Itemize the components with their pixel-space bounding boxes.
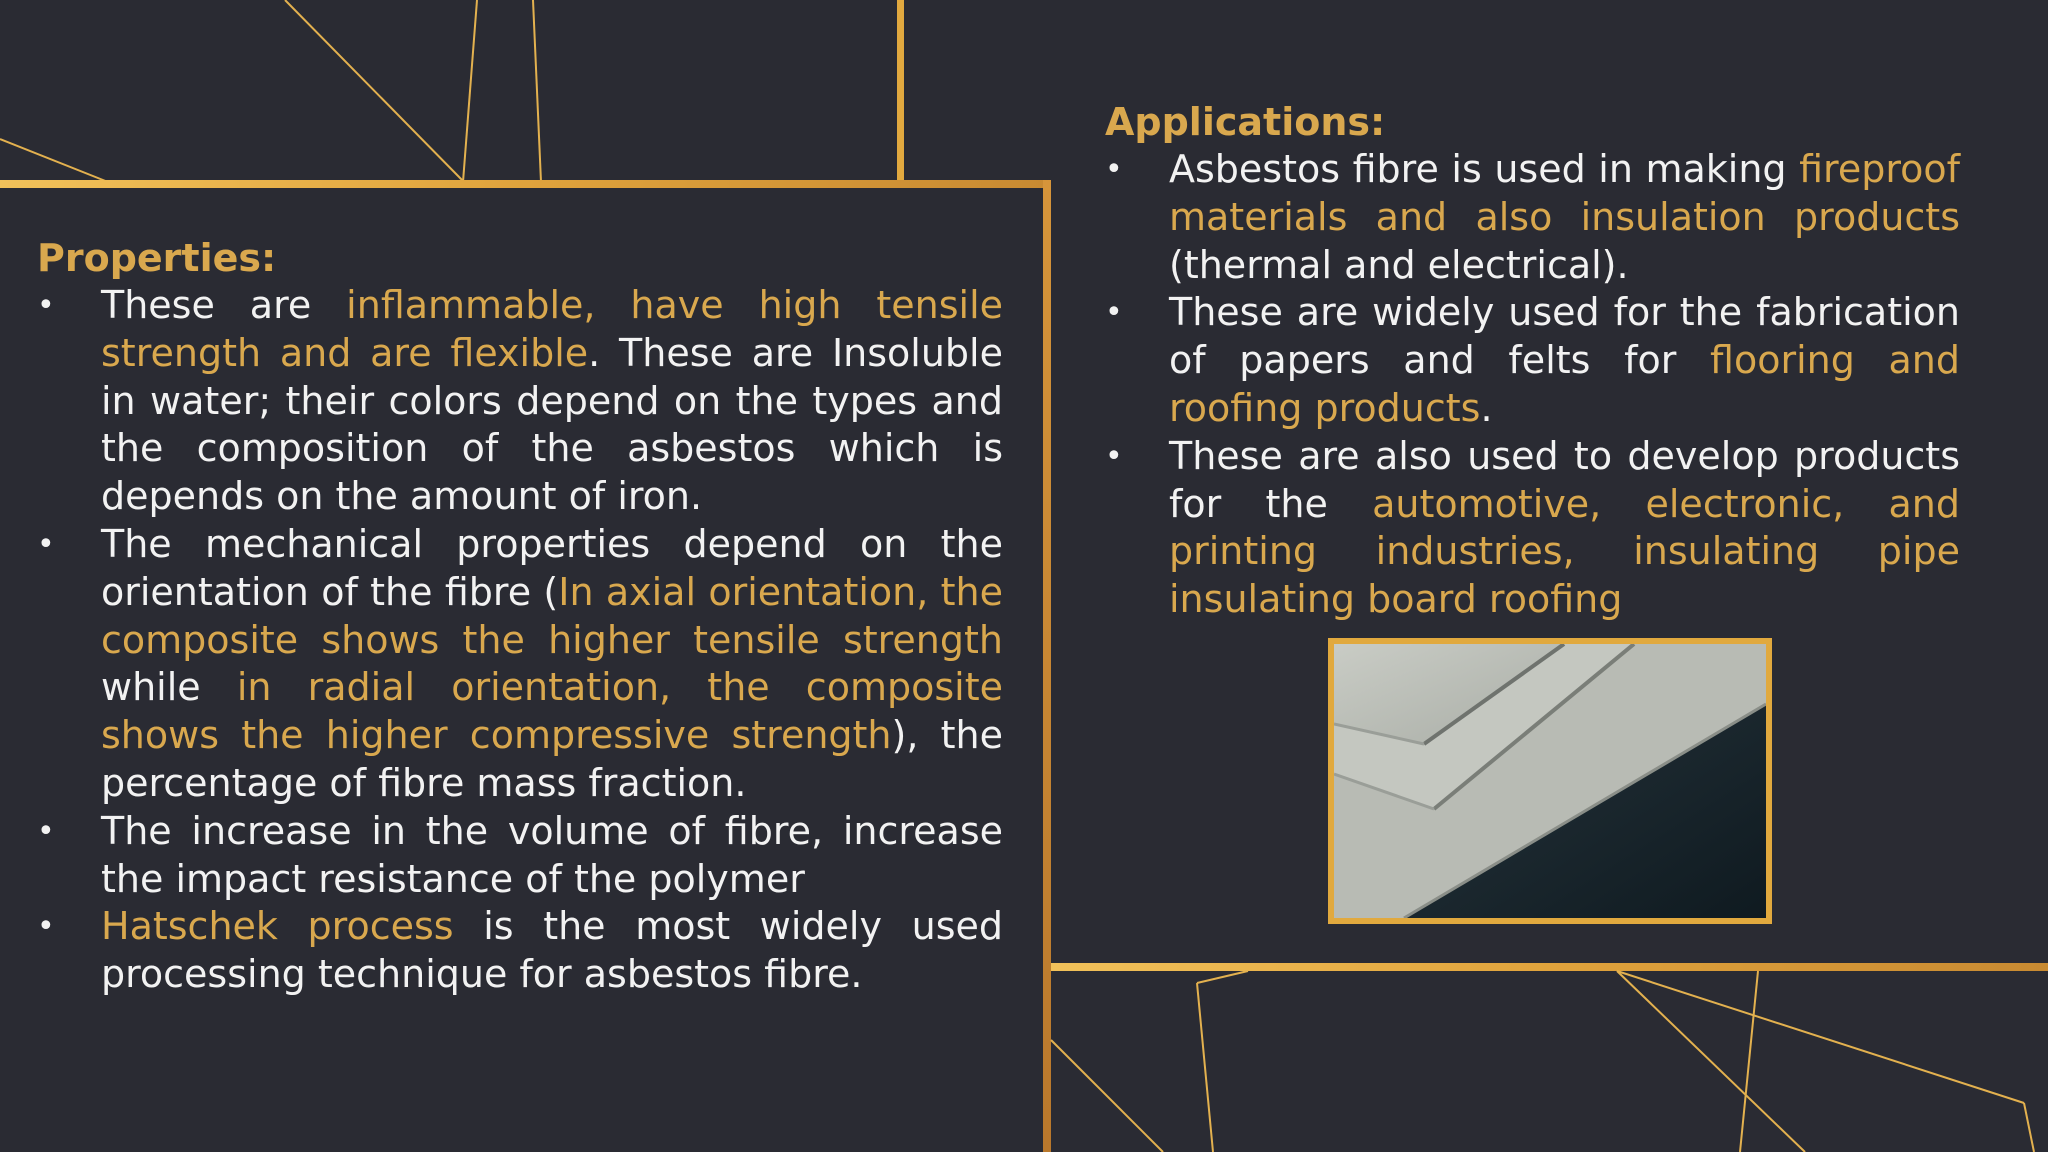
left-panel-right-border <box>1043 180 1051 1152</box>
text-segment: is the most widely used processing technique for asbestos fibre. <box>101 904 1003 997</box>
asbestos-sheets-image <box>1334 644 1766 918</box>
bullet-icon: • <box>1105 152 1123 187</box>
highlighted-text: automotive, electronic, and printing industries, insulating pipe insulating board roofing <box>1169 481 1960 622</box>
list-item <box>1105 289 1960 432</box>
list-item <box>37 903 1003 999</box>
bullet-icon: • <box>1105 438 1123 474</box>
text-segment: (thermal and electrical). <box>1169 242 1629 287</box>
text-segment: . These are Insoluble in water; their colors depend on the types and the composition of the asbestos which is depends on the amount of iron. <box>101 330 1003 519</box>
highlighted-text: In axial orientation, the composite shows the higher tensile strength <box>101 569 1003 662</box>
text-segment: The increase in the volume of fibre, increase the impact resistance of the polymer <box>101 808 1003 901</box>
highlighted-text: Hatschek process <box>101 904 454 949</box>
bottom-right-bar <box>1051 963 2048 971</box>
bullet-icon: • <box>37 909 55 945</box>
asbestos-sheets-photo <box>1328 638 1772 924</box>
text-segment: These are <box>101 283 347 327</box>
bullet-icon: • <box>1105 295 1123 331</box>
properties-heading: Properties: <box>37 236 277 280</box>
list-item <box>1105 433 1960 624</box>
text-segment: while <box>101 665 237 710</box>
applications-section <box>1105 98 1960 624</box>
top-left-thin-lines <box>0 0 541 182</box>
highlighted-text: flooring and roofing products <box>1169 338 1961 430</box>
applications-heading: Applications: <box>1105 100 1386 144</box>
text-segment: ), the percentage of fibre mass fraction. <box>101 713 1003 805</box>
bullet-icon: • <box>37 526 55 562</box>
text-segment: Asbestos fibre is used in making <box>1169 147 1800 191</box>
top-vertical-bar <box>897 0 904 182</box>
highlighted-text: in radial orientation, the composite shows the higher compressive strength <box>101 665 1003 758</box>
text-segment: The mechanical properties depend on the orientation of the fibre ( <box>101 521 1003 614</box>
text-segment: These are widely used for the fabrication of papers and felts for <box>1169 290 1960 383</box>
applications-list <box>1105 146 1960 624</box>
text-segment: . <box>1480 385 1493 430</box>
highlighted-text: inflammable, have high tensile strength and are flexible <box>101 283 1004 375</box>
left-panel-top-border <box>0 180 1050 188</box>
list-item <box>37 282 1003 521</box>
bullet-icon: • <box>37 288 55 323</box>
bottom-right-thin-lines <box>1051 971 2034 1152</box>
bullet-icon: • <box>37 813 55 849</box>
list-item <box>37 521 1003 808</box>
list-item <box>37 808 1003 904</box>
properties-section <box>37 234 1003 999</box>
properties-list <box>37 282 1003 999</box>
highlighted-text: fireproof materials and also insulation products <box>1169 147 1960 239</box>
text-segment: These are also used to develop products for the <box>1169 433 1960 526</box>
list-item <box>1105 146 1960 289</box>
